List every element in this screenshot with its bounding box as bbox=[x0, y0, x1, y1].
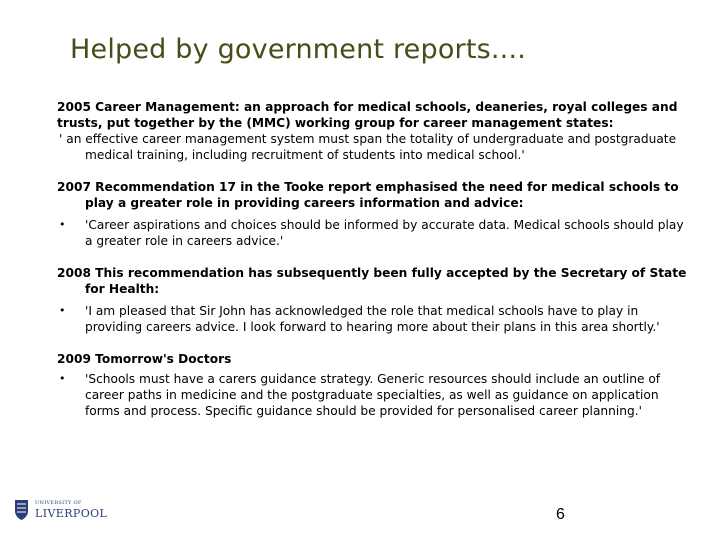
section-2009-bullet-item bbox=[57, 371, 689, 419]
logo-liverpool: LIVERPOOL bbox=[35, 507, 108, 520]
section-2009 bbox=[57, 351, 689, 419]
section-2007-heading: 2007 Recommendation 17 in the Tooke report emphasised the need for medical schools to play a greater role in providing careers information and advice: bbox=[57, 180, 679, 210]
section-2008-quote: 'I am pleased that Sir John has acknowledged the role that medical schools have to play in providing careers advice. I look forward to hearing more about their plans in this area shortly.' bbox=[85, 304, 660, 334]
section-2008-heading: 2008 This recommendation has subsequently been fully accepted by the Secretary of State for Health: bbox=[57, 266, 687, 296]
section-2009-heading: 2009 Tomorrow's Doctors bbox=[57, 352, 232, 366]
university-logo bbox=[14, 499, 108, 523]
section-2007-bullet-item bbox=[57, 217, 689, 249]
section-2007-quote: 'Career aspirations and choices should be informed by accurate data. Medical schools should play a greater role in careers advice.' bbox=[85, 218, 684, 248]
slide-body bbox=[57, 99, 689, 435]
section-2005-heading: 2005 Career Management: an approach for medical schools, deaneries, royal colleges and trusts, put together by the (MMC) working group for career management states: bbox=[57, 100, 678, 130]
slide-title: Helped by government reports.... bbox=[70, 34, 527, 65]
section-2009-quote: 'Schools must have a carers guidance strategy. Generic resources should include an outline of career paths in medicine and the postgraduate specialties, as well as guidance on application forms and process. Specific guidance should be provided for personalised career planning.' bbox=[85, 372, 661, 418]
logo-university-of: UNIVERSITY OF bbox=[35, 500, 82, 506]
section-2005-quote: ' an effective career management system must span the totality of undergraduate and postgraduate medical training, including recruitment of students into medical school.' bbox=[59, 132, 677, 162]
page-number: 6 bbox=[556, 506, 565, 523]
section-2008 bbox=[57, 265, 689, 335]
bullet-icon: • bbox=[59, 218, 66, 231]
crest-icon bbox=[14, 499, 29, 521]
section-2005 bbox=[57, 99, 689, 163]
section-2007 bbox=[57, 179, 689, 249]
bullet-icon: • bbox=[59, 304, 66, 317]
bullet-icon: • bbox=[59, 372, 66, 385]
section-2008-bullet-item bbox=[57, 303, 689, 335]
